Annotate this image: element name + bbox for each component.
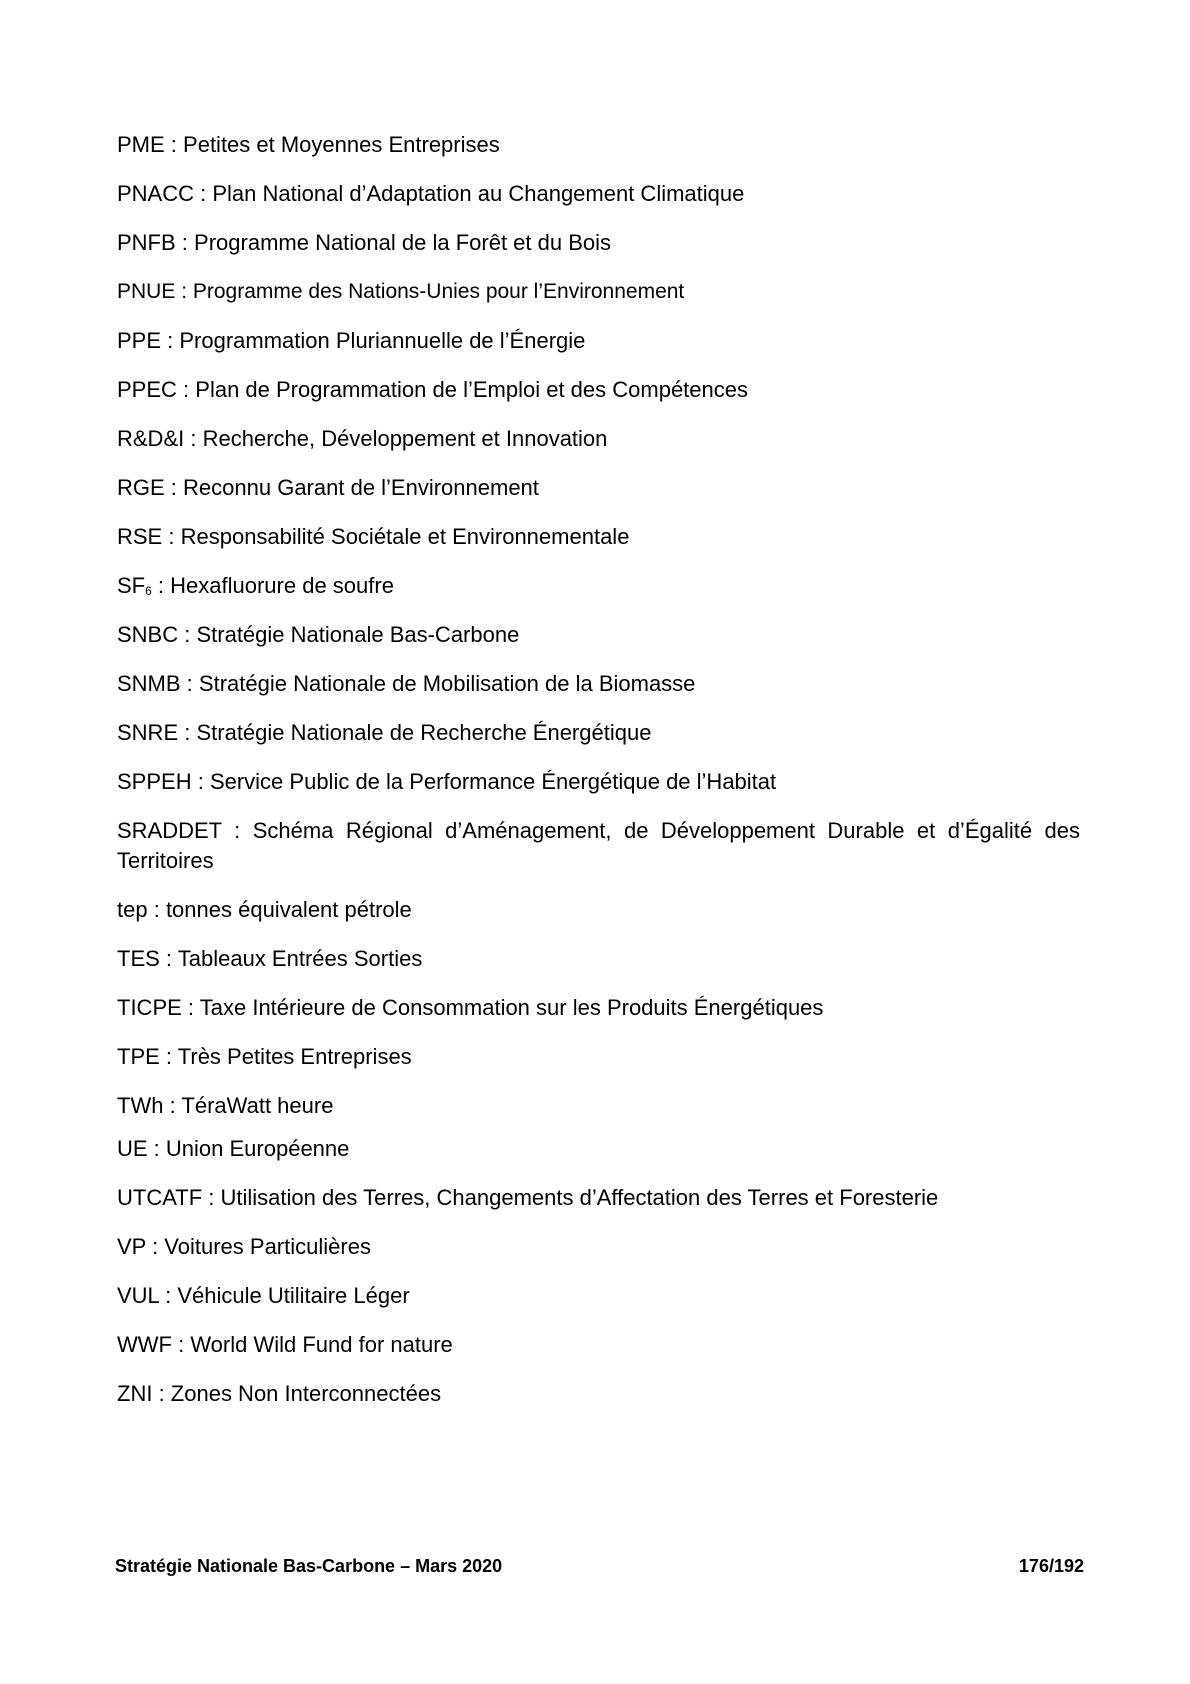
glossary-entry: TPE : Très Petites Entreprises <box>117 1044 412 1069</box>
glossary-entry: RGE : Reconnu Garant de l’Environnement <box>117 475 539 500</box>
glossary-entry: VP : Voitures Particulières <box>117 1234 371 1259</box>
entry-definition: Schéma Régional d’Aménagement, de Développement Durable et d’Égalité des Territoires <box>117 818 1080 873</box>
entry-abbreviation: TPE <box>117 1044 160 1069</box>
glossary-entry: VUL : Véhicule Utilitaire Léger <box>117 1283 410 1308</box>
entry-abbreviation: PNACC <box>117 181 195 206</box>
glossary-entry: RSE : Responsabilité Sociétale et Environnementale <box>117 524 630 549</box>
glossary-entry: TICPE : Taxe Intérieure de Consommation sur les Produits Énergétiques <box>117 995 824 1020</box>
entry-definition: Stratégie Nationale de Recherche Énergétique <box>196 720 652 745</box>
entry-definition: Responsabilité Sociétale et Environnementale <box>180 524 630 549</box>
footer-page-number: 176/192 <box>1018 1556 1084 1576</box>
entry-abbreviation: tep <box>117 897 148 922</box>
glossary-entry: TES : Tableaux Entrées Sorties <box>117 946 423 971</box>
entry-definition: Zones Non Interconnectées <box>170 1381 442 1406</box>
entry-definition: Stratégie Nationale Bas-Carbone <box>196 622 520 647</box>
glossary-entry: PNFB : Programme National de la Forêt et du Bois <box>117 230 612 255</box>
entry-abbreviation: PNUE <box>117 280 176 303</box>
glossary-entry: PPE : Programmation Pluriannuelle de l’Énergie <box>117 328 586 353</box>
glossary-entry: SNMB : Stratégie Nationale de Mobilisation de la Biomasse <box>117 671 696 696</box>
entry-abbreviation: UTCATF <box>117 1185 203 1210</box>
entry-abbreviation: SPPEH <box>117 769 192 794</box>
entry-definition: Plan de Programmation de l’Emploi et des Compétences <box>195 377 748 402</box>
entry-definition: Très Petites Entreprises <box>177 1044 412 1069</box>
glossary-entry: R&D&I : Recherche, Développement et Innovation <box>117 426 608 451</box>
glossary-entry: SNRE : Stratégie Nationale de Recherche Énergétique <box>117 720 652 745</box>
entry-abbreviation: TWh <box>117 1093 164 1118</box>
glossary-entry: WWF : World Wild Fund for nature <box>117 1332 453 1357</box>
entry-abbreviation: TES <box>117 946 160 971</box>
entry-abbreviation: RSE <box>117 524 163 549</box>
entry-definition: tonnes équivalent pétrole <box>165 897 412 922</box>
entry-abbreviation: VUL <box>117 1283 159 1308</box>
glossary-entry: $SF_6$ : Hexafluorure de soufre <box>117 573 394 598</box>
entry-abbreviation: WWF <box>117 1332 172 1357</box>
glossary-entry: UTCATF : Utilisation des Terres, Changements d’Affectation des Terres et Foresterie <box>117 1185 939 1210</box>
entry-abbreviation: ZNI <box>117 1381 153 1406</box>
page-footer <box>115 1556 1084 1577</box>
glossary-entry: SPPEH : Service Public de la Performance Énergétique de l’Habitat <box>117 769 777 794</box>
entry-abbreviation: SF <box>117 573 146 598</box>
glossary-entry: SRADDET : Schéma Régional d’Aménagement, de Développement Durable et d’Égalité des Territoires <box>117 818 1080 873</box>
entry-definition: Service Public de la Performance Énergétique de l’Habitat <box>209 769 777 794</box>
entry-abbreviation: SRADDET <box>117 818 222 843</box>
entry-definition: Plan National d’Adaptation au Changement Climatique <box>212 181 745 206</box>
glossary-entry: UE : Union Européenne <box>117 1136 350 1161</box>
entry-abbreviation: PME <box>117 132 165 157</box>
entry-definition: Petites et Moyennes Entreprises <box>183 132 500 157</box>
glossary-list <box>117 130 1080 1428</box>
footer-document-title: Stratégie Nationale Bas-Carbone – Mars 2020 <box>115 1556 503 1576</box>
entry-definition: Voitures Particulières <box>164 1234 371 1259</box>
entry-subscript: 6 <box>145 584 152 598</box>
entry-definition: Véhicule Utilitaire Léger <box>177 1283 410 1308</box>
entry-definition: Stratégie Nationale de Mobilisation de la Biomasse <box>198 671 696 696</box>
glossary-entry: PPEC : Plan de Programmation de l’Emploi et des Compétences <box>117 377 748 402</box>
entry-abbreviation: SNRE <box>117 720 179 745</box>
glossary-entry: PNACC : Plan National d’Adaptation au Changement Climatique <box>117 181 745 206</box>
entry-definition: Programme des Nations-Unies pour l’Environnement <box>192 280 685 303</box>
entry-definition: Programmation Pluriannuelle de l’Énergie <box>179 328 586 353</box>
glossary-entry: TWh : TéraWatt heure <box>117 1093 334 1118</box>
entry-abbreviation: TICPE <box>117 995 182 1020</box>
glossary-entry: PME : Petites et Moyennes Entreprises <box>117 132 500 157</box>
entry-definition: Reconnu Garant de l’Environnement <box>183 475 539 500</box>
entry-definition: Taxe Intérieure de Consommation sur les Produits Énergétiques <box>199 995 824 1020</box>
glossary-entry: tep : tonnes équivalent pétrole <box>117 897 412 922</box>
entry-definition: Utilisation des Terres, Changements d’Affectation des Terres et Foresterie <box>220 1185 939 1210</box>
entry-abbreviation: RGE <box>117 475 165 500</box>
entry-abbreviation: PPE <box>117 328 162 353</box>
entry-abbreviation: VP <box>117 1234 146 1259</box>
entry-abbreviation: R&D&I <box>117 426 185 451</box>
entry-definition: Programme National de la Forêt et du Bois <box>194 230 612 255</box>
entry-definition: Tableaux Entrées Sorties <box>177 946 423 971</box>
glossary-entry: SNBC : Stratégie Nationale Bas-Carbone <box>117 622 520 647</box>
entry-abbreviation: PNFB <box>117 230 176 255</box>
entry-definition: Union Européenne <box>165 1136 350 1161</box>
entry-definition: TéraWatt heure <box>181 1093 334 1118</box>
entry-abbreviation: SNBC <box>117 622 179 647</box>
entry-definition: Recherche, Développement et Innovation <box>202 426 608 451</box>
entry-definition: Hexafluorure de soufre <box>170 573 394 598</box>
entry-definition: World Wild Fund for nature <box>190 1332 453 1357</box>
glossary-entry: PNUE : Programme des Nations-Unies pour l’Environnement <box>117 280 685 303</box>
entry-abbreviation: SNMB <box>117 671 181 696</box>
entry-abbreviation: PPEC <box>117 377 177 402</box>
glossary-entry: ZNI : Zones Non Interconnectées <box>117 1381 442 1406</box>
entry-abbreviation: UE <box>117 1136 148 1161</box>
